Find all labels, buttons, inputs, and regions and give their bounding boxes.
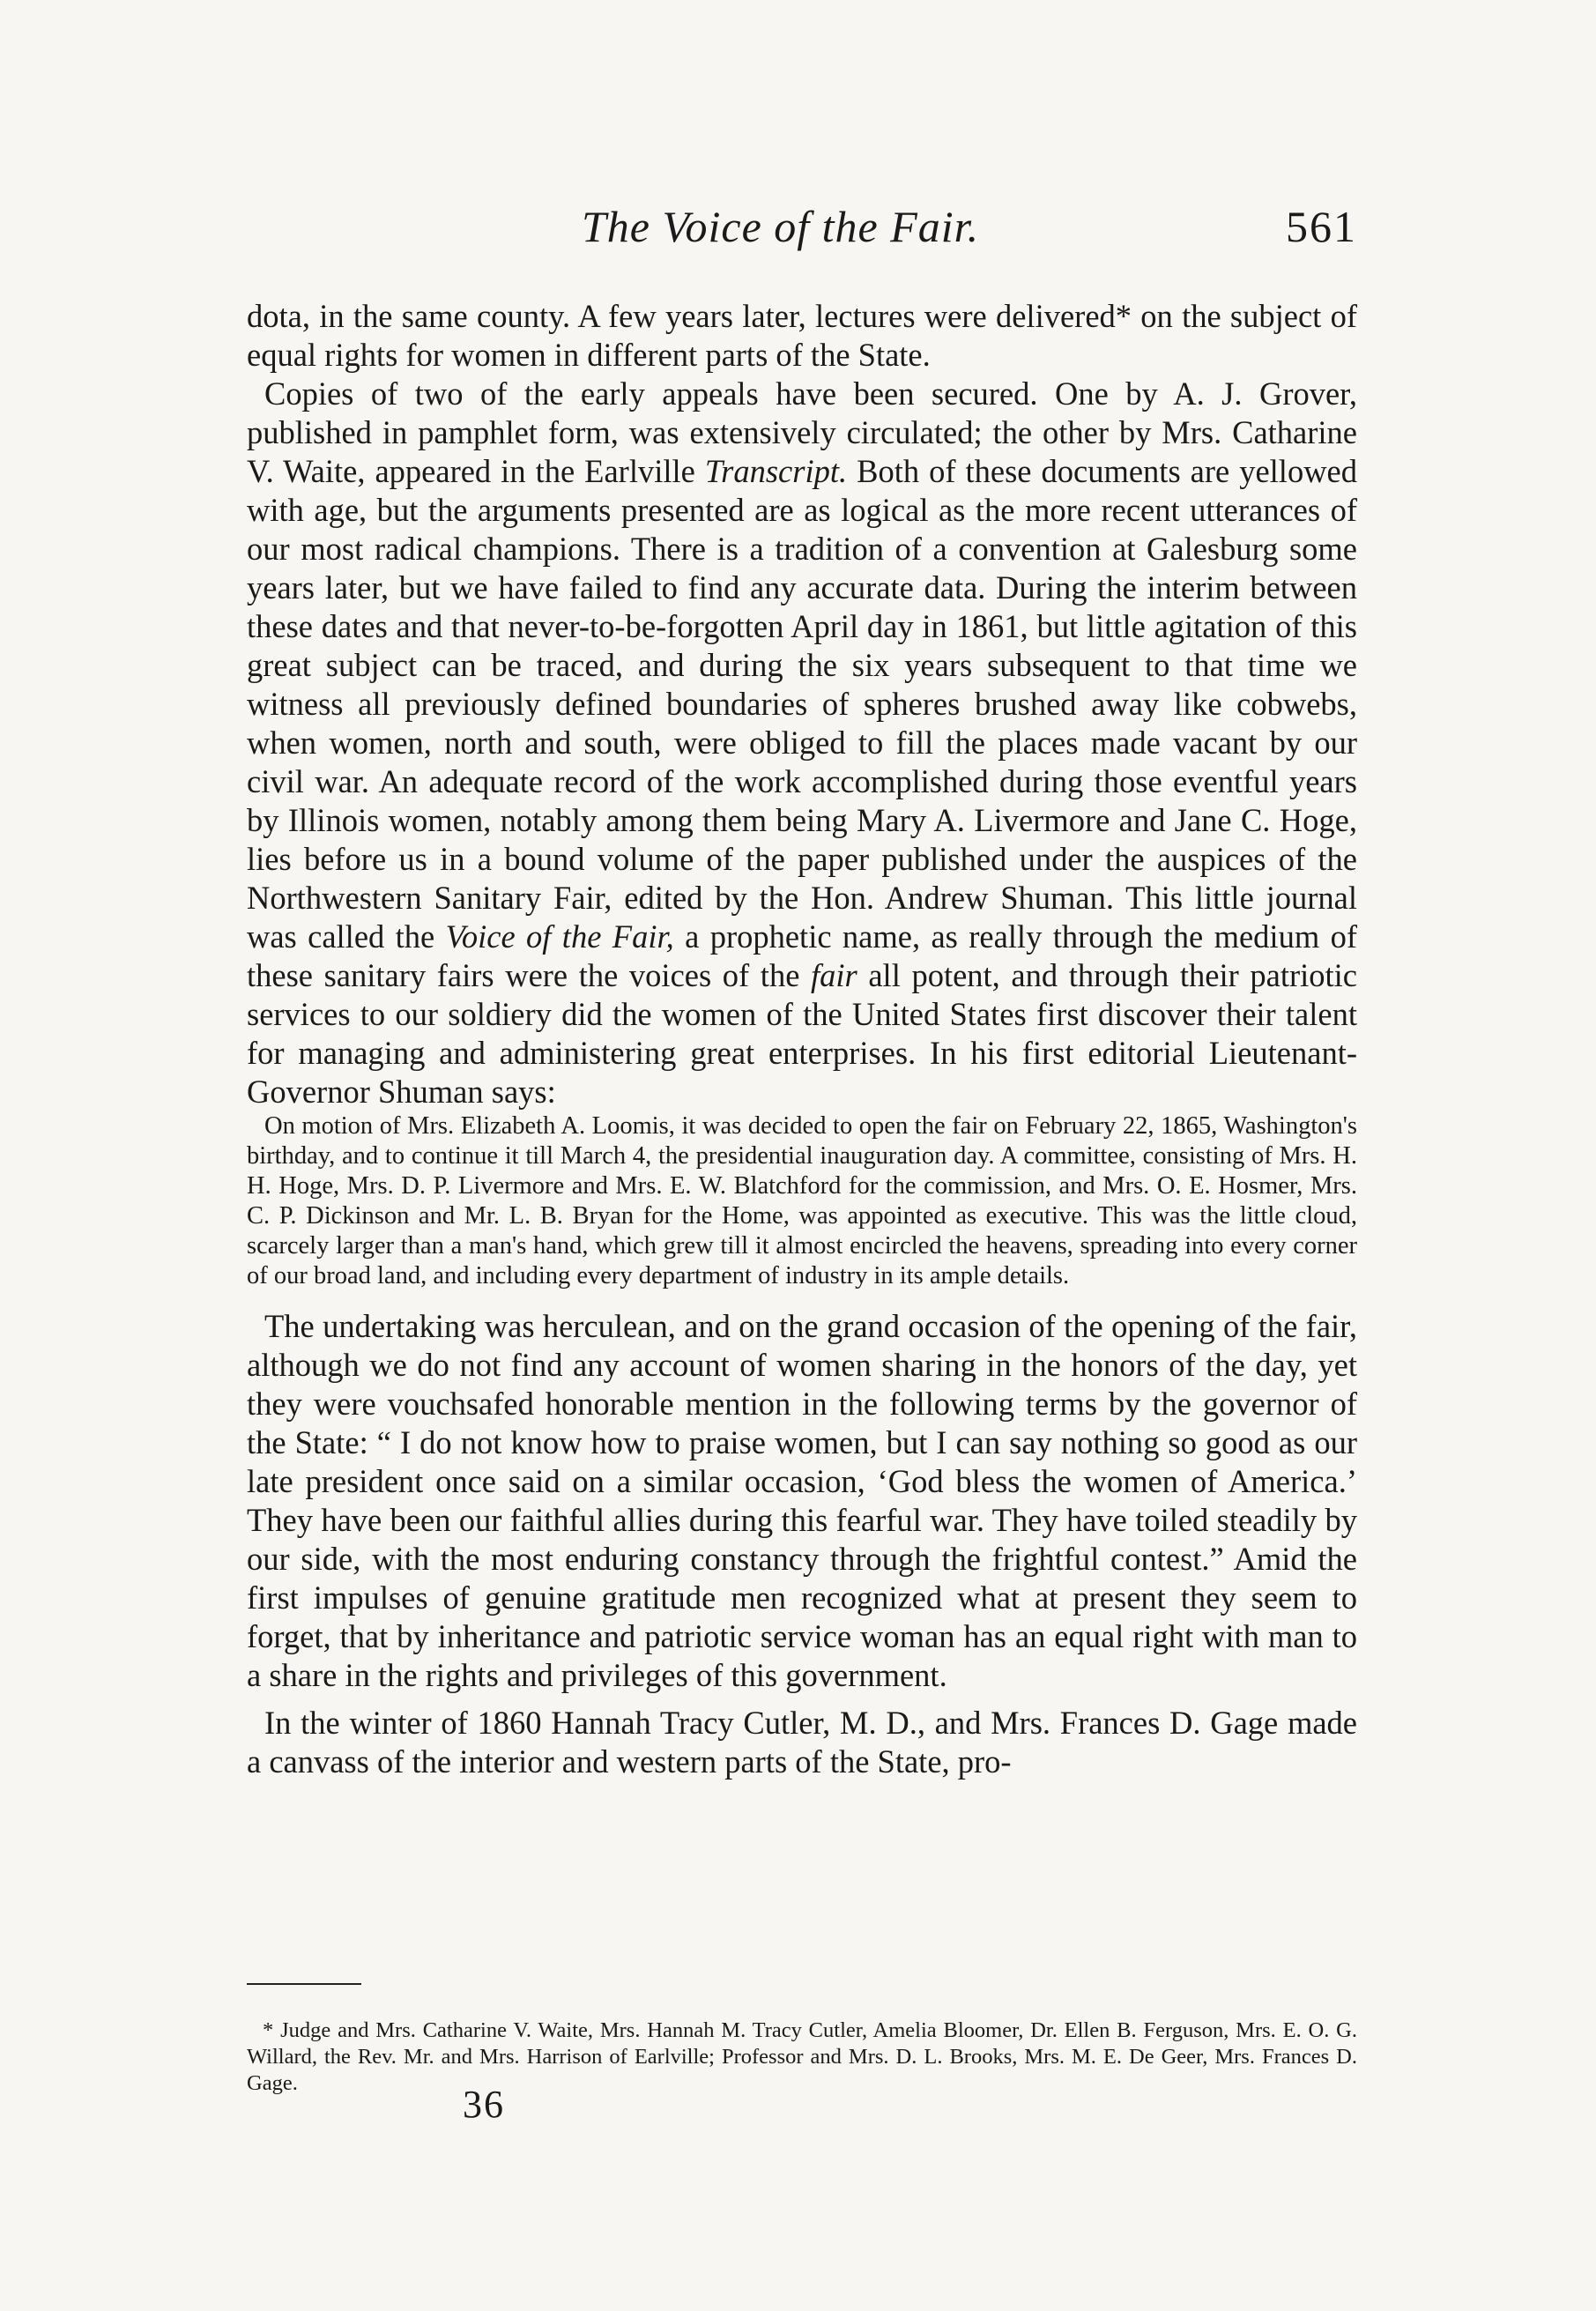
signature-mark: 36 — [463, 2083, 505, 2126]
text-run: Copies of two of the early appeals have been secured. One by A. J. Grover, published in pamphlet form, was extensively circulated; the other by Mrs. Catharine V. Waite, appeared in the Earlville — [247, 375, 1357, 489]
book-page — [247, 0, 1357, 2311]
paragraph-early-appeals — [247, 375, 1357, 1111]
page-number: 561 — [1286, 202, 1357, 251]
italic-journal-title: Voice of the Fair, — [445, 918, 674, 955]
block-quote: On motion of Mrs. Elizabeth A. Loomis, it was decided to open the fair on February 22, 1865, Washington's birthday, and to continue it till March 4, the presidential inauguration day. A committee, consisting of Mrs. H. H. Hoge, Mrs. D. P. Livermore and Mrs. E. W. Blatchford for the commission, and Mrs. O. E. Hosmer, Mrs. C. P. Dickinson and Mr. L. B. Bryan for the Home, was appointed as executive. This was the little cloud, scarcely larger than a man's hand, which grew till it almost encircled the heavens, spreading into every corner of our broad land, and including every department of industry in its ample details. — [247, 1112, 1357, 1289]
running-title: The Voice of the Fair. — [582, 202, 980, 251]
italic-transcript: Transcript. — [704, 453, 848, 489]
page-header — [247, 201, 1357, 263]
footnote-divider — [247, 1983, 361, 1985]
text-run: all potent, and through their patriotic services to our soldiery did the women of the United States first discover their talent for managing and administering great enterprises. In his first editorial Lieutenant-Governor Shuman says: — [247, 957, 1357, 1110]
text-run: a prophetic name, as really through the medium of these sanitary fairs were the voices of the — [247, 918, 1357, 993]
body-text — [247, 297, 1357, 1781]
footnote: * Judge and Mrs. Catharine V. Waite, Mrs. Hannah M. Tracy Cutler, Amelia Bloomer, Dr. Ellen B. Ferguson, Mrs. E. O. G. Willard, the Rev. Mr. and Mrs. Harrison of Earlville; Professor and Mrs. D. L. Brooks, Mrs. M. E. De Geer, Mrs. Frances D. Gage. — [247, 2017, 1357, 2095]
paragraph-continuation: dota, in the same county. A few years later, lectures were delivered* on the subject of equal rights for women in different parts of the State. — [247, 298, 1357, 373]
text-run: Both of these documents are yellowed with age, but the arguments presented are as logical as the more recent utterances of our most radical champions. There is a tradition of a convention at Galesburg some years later, but we have failed to find any accurate data. During the interim between these dates and that never-to-be-forgotten April day in 1861, but little agitation of this great subject can be traced, and during the six years subsequent to that time we witness all previously defined boundaries of spheres brushed away like cobwebs, when women, north and south, were obliged to fill the places made vacant by our civil war. An adequate record of the work accomplished during those eventful years by Illinois women, notably among them being Mary A. Livermore and Jane C. Hoge, lies before us in a bound volume of the paper published under the auspices of the Northwestern Sanitary Fair, edited by the Hon. Andrew Shuman. This little journal was called the — [247, 453, 1358, 955]
paragraph-undertaking: The undertaking was herculean, and on the grand occasion of the opening of the fair, although we do not find any account of women sharing in the honors of the day, yet they were vouchsafed honorable mention in the following terms by the governor of the State: “ I do not know how to praise women, but I can say nothing so good as our late president once said on a similar occasion, ‘God bless the women of America.’ They have been our faithful allies during this fearful war. They have toiled steadily by our side, with the most enduring constancy through the frightful contest.” Amid the first impulses of genuine gratitude men recognized what at present they seem to forget, that by inheritance and patriotic service woman has an equal right with man to a share in the rights and privileges of this government. — [247, 1308, 1357, 1693]
italic-fair: fair — [811, 957, 857, 993]
paragraph-winter-1860: In the winter of 1860 Hannah Tracy Cutler, M. D., and Mrs. Frances D. Gage made a canvass of the interior and western parts of the State, pro- — [247, 1705, 1357, 1780]
